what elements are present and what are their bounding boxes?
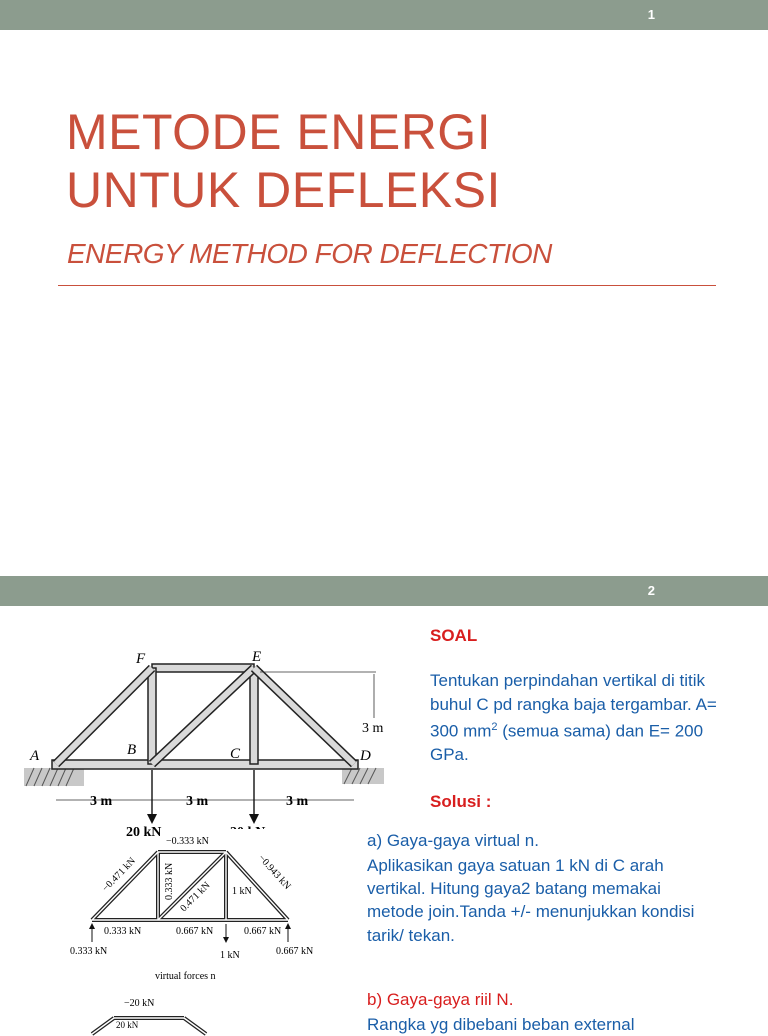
soal-heading: SOAL <box>430 626 478 645</box>
real-top-force: −20 kN <box>124 998 155 1009</box>
member-BF <box>148 668 156 764</box>
force-DE: −0.943 kN <box>255 852 293 892</box>
load-B-label: 20 kN <box>126 825 162 840</box>
real-partial-label: 20 kN <box>116 1020 139 1030</box>
node-D-label: D <box>360 748 371 764</box>
force-CE: 1 kN <box>232 886 252 897</box>
span-3-label: 3 m <box>286 794 309 809</box>
problem-sup: 2 <box>491 721 498 733</box>
node-F-label: F <box>136 651 146 667</box>
top-chord <box>152 664 254 672</box>
step-b-text: Rangka yg dibebani beban external <box>367 1015 635 1034</box>
force-AB: 0.333 kN <box>104 926 142 937</box>
problem-text-1: Tentukan perpindahan vertikal di titik buhul C pd rangka baja tergambar. A= 300 mm <box>430 671 717 741</box>
node-C-label: C <box>230 746 241 762</box>
problem-text-2: (semua sama) dan E= 200 GPa. <box>430 721 704 765</box>
node-B-label: B <box>127 742 137 758</box>
slide-subtitle: ENERGY METHOD FOR DEFLECTION <box>67 238 552 269</box>
force-AF: −0.471 kN <box>100 855 138 895</box>
title-line-2: UNTUK DEFLEKSI <box>66 162 501 218</box>
problem-statement <box>430 669 725 767</box>
force-CD: 0.667 kN <box>244 926 282 937</box>
force-BE: 0.471 kN <box>178 880 213 915</box>
reaction-left: 0.333 kN <box>70 946 108 957</box>
step-a-heading: a) Gaya-gaya virtual n. <box>367 831 539 850</box>
node-E-label: E <box>252 649 262 665</box>
ground-hatch-right <box>342 768 384 784</box>
slide-1-number: 1 <box>647 7 655 22</box>
bottom-chord <box>52 760 358 769</box>
step-b-heading: b) Gaya-gaya riil N. <box>367 990 514 1009</box>
force-BC: 0.667 kN <box>176 926 214 937</box>
ground-hatch-left <box>24 768 84 786</box>
slide-title <box>66 103 501 219</box>
slide-2-header-bar <box>0 576 768 606</box>
step-a-text: Aplikasikan gaya satuan 1 kN di C arah vertikal. Hitung gaya2 batang memakai metode join.Tanda +/- menunjukkan kondisi tarik/ tekan. <box>367 856 695 945</box>
span-2-label: 3 m <box>186 794 209 809</box>
slide-1-header-bar <box>0 0 768 30</box>
member-CE <box>250 668 258 764</box>
force-top: −0.333 kN <box>166 836 209 847</box>
unit-load: 1 kN <box>220 950 240 961</box>
slide-2 <box>0 606 768 1034</box>
solusi-heading: Solusi : <box>430 792 492 811</box>
virtual-forces-figure <box>62 830 362 980</box>
span-1-label: 3 m <box>90 794 113 809</box>
slide-2-number: 2 <box>647 583 655 598</box>
title-line-1: METODE ENERGI <box>66 104 492 160</box>
height-dim-label: 3 m <box>362 721 384 736</box>
node-A-label: A <box>30 748 40 764</box>
reaction-right: 0.667 kN <box>276 946 314 957</box>
real-forces-figure <box>66 994 266 1030</box>
virtual-caption: virtual forces n <box>155 971 216 982</box>
title-divider <box>58 285 716 286</box>
force-BF: 0.333 kN <box>164 862 175 900</box>
